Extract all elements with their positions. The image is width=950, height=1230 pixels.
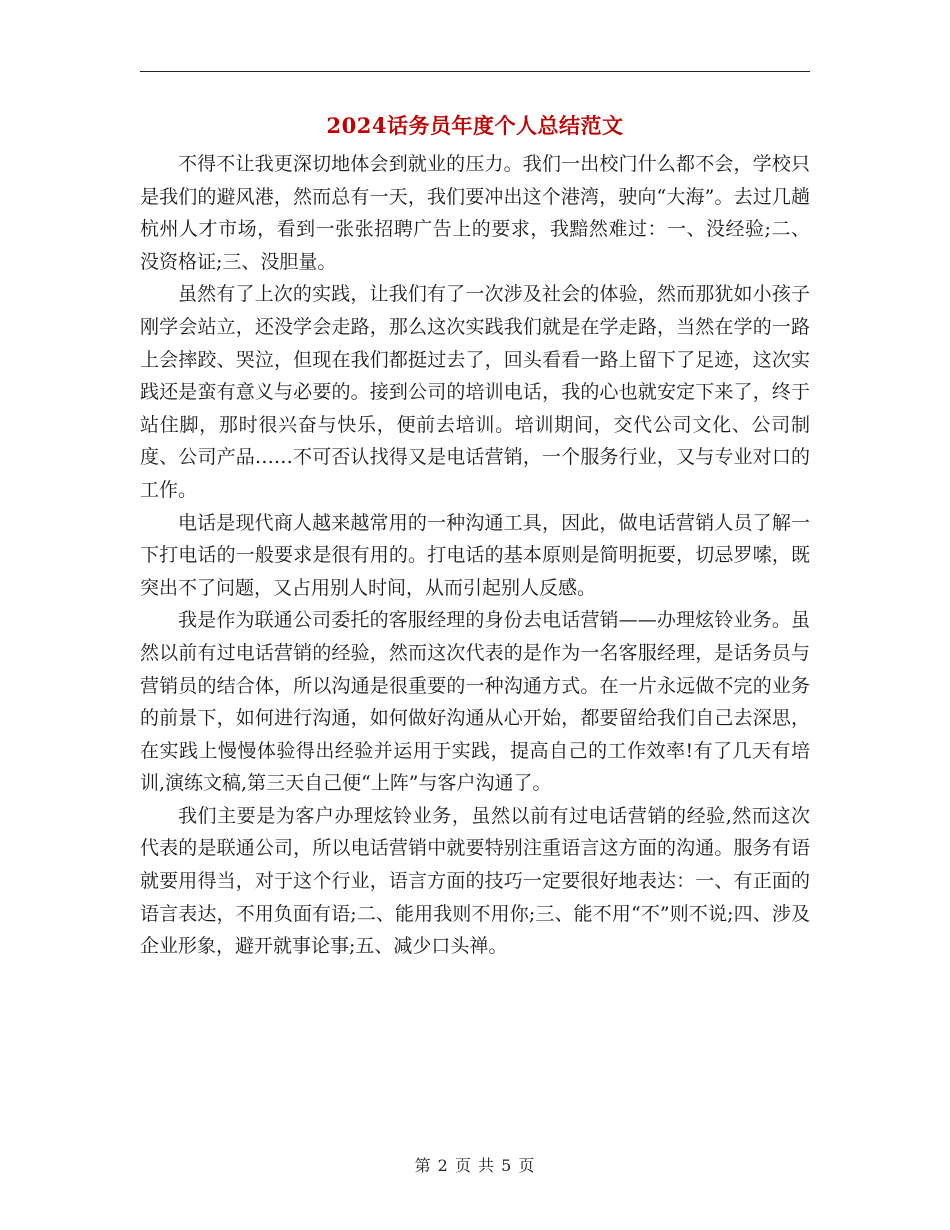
paragraph-4: 我是作为联通公司委托的客服经理的身份去电话营销——办理炫铃业务。虽然以前有过电话营销的经验，然而这次代表的是作为一名客服经理，是话务员与营销员的结合体，所以沟通是很重要的一种沟通方式。在一片永远做不完的业务的前景下，如何进行沟通，如何做好沟通从心开始，都要留给我们自己去深思，在实践上慢慢体验得出经验并运用于实践，提高自己的工作效率!有了几天有培训,演练文稿,第三天自己便“上阵”与客户沟通了。 [140, 609, 810, 795]
paragraph-5: 我们主要是为客户办理炫铃业务，虽然以前有过电话营销的经验,然而这次代表的是联通公司，所以电话营销中就要特别注重语言这方面的沟通。服务有语就要用得当，对于这个行业，语言方面的技巧一定要很好地表达：一、有正面的语言表达，不用负面有语;二、能用我则不用你;三、能不用“不”则不说;四、涉及企业形象，避开就事论事;五、减少口头禅。 [140, 804, 810, 958]
document-title: 2024话务员年度个人总结范文 [326, 113, 624, 138]
paragraph-1: 不得不让我更深切地体会到就业的压力。我们一出校门什么都不会，学校只是我们的避风港，然而总有一天，我们要冲出这个港湾，驶向“大海”。去过几趟杭州人才市场，看到一张张招聘广告上的要求，我黯然难过：一、没经验;二、没资格证;三、没胆量。 [140, 153, 810, 273]
header-divider [140, 71, 810, 72]
paragraph-2: 虽然有了上次的实践，让我们有了一次涉及社会的体验，然而那犹如小孩子刚学会站立，还没学会走路，那么这次实践我们就是在学走路，当然在学的一路上会摔跤、哭泣，但现在我们都挺过去了，回头看看一路上留下了足迹，这次实践还是蛮有意义与必要的。接到公司的培训电话，我的心也就安定下来了，终于站住脚，那时很兴奋与快乐，便前去培训。培训期间，交代公司文化、公司制度、公司产品……不可否认找得又是电话营销，一个服务行业，又与专业对口的工作。 [140, 283, 810, 501]
paragraph-3: 电话是现代商人越来越常用的一种沟通工具，因此，做电话营销人员了解一下打电话的一般要求是很有用的。打电话的基本原则是简明扼要，切忌罗嗦，既突出不了问题，又占用别人时间，从而引起别人反感。 [140, 511, 810, 599]
page-number-footer: 第 2 页 共 5 页 [414, 1156, 536, 1175]
document-body [140, 148, 810, 963]
